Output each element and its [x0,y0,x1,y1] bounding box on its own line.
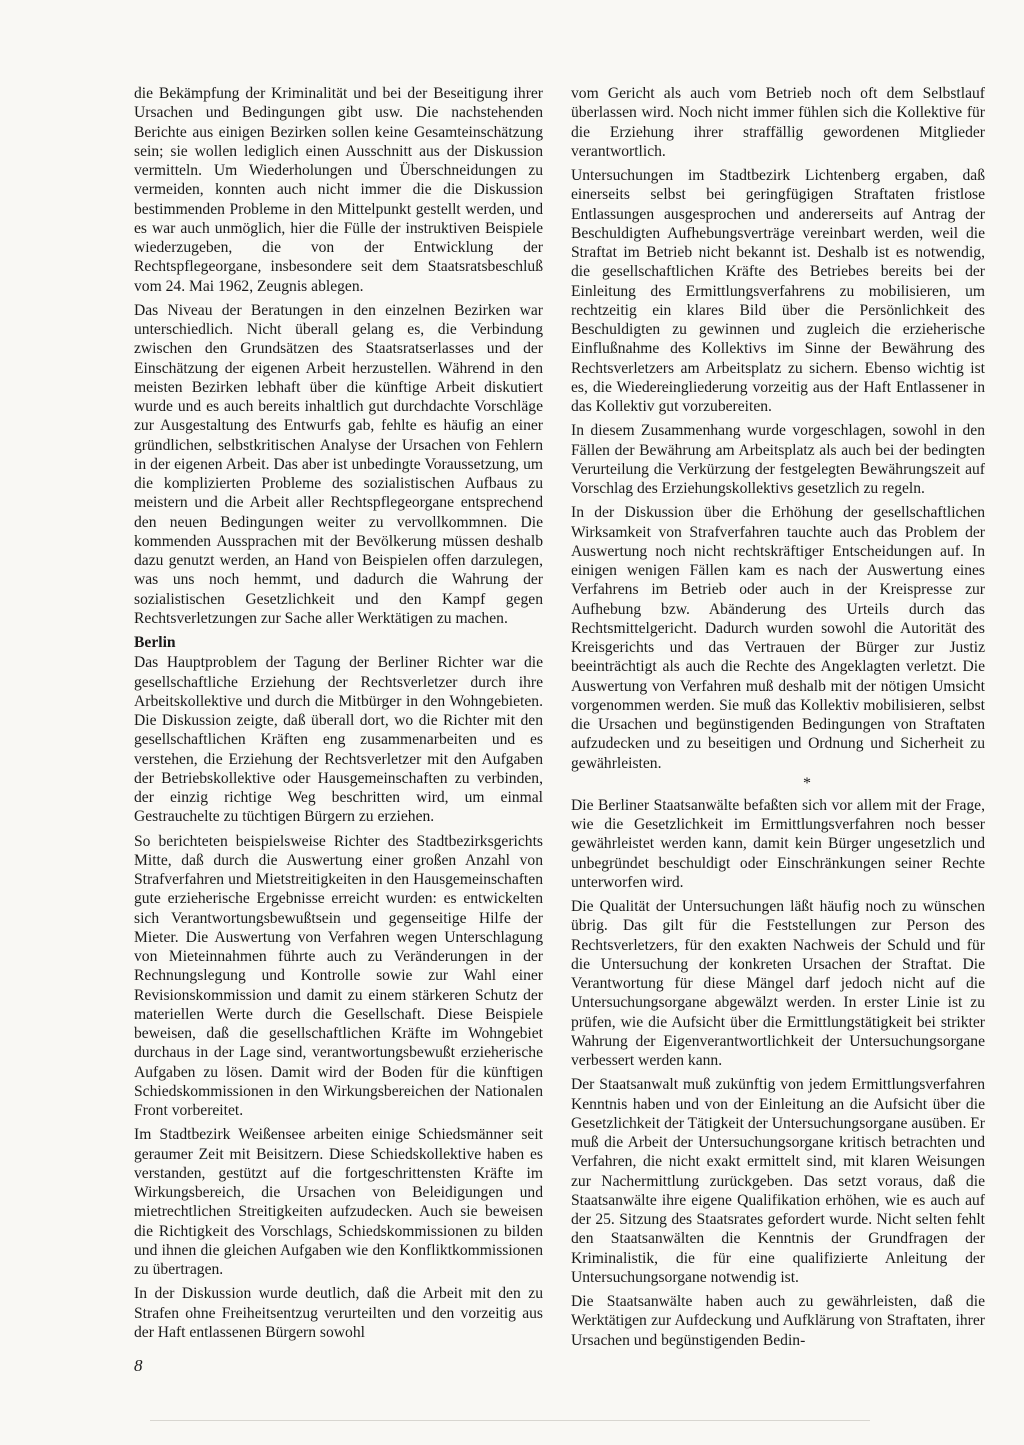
page-number: 8 [134,1356,143,1375]
paragraph: Der Staatsanwalt muß zukünftig von jedem Ermittlungsverfahren Kenntnis haben und von der Einleitung an die Aufsicht über die Gesetzlichkeit der Tätigkeit der Untersuchungsorgane ausüben. Er muß die Arbeit der Untersuchungsorgane kritisch betrachten und Verfahren, die nicht exakt ermittelt sind, mit klaren Weisungen zur Nachermittlung zurückgeben. Das setzt voraus, daß die Staatsanwälte ihre eigene Qualifikation erhöhen, wie es auch auf der 25. Sitzung des Staatsrates gefordert wurde. Nicht selten fehlt den Staatsanwälten die Kenntnis der Grundfragen der Kriminalistik, die für eine qualifizierte Anleitung der Untersuchungsorgane notwendig ist. [571,1076,985,1286]
paragraph: In diesem Zusammenhang wurde vorgeschlagen, sowohl in den Fällen der Bewährung am Arbeitsplatz als auch bei der bedingten Verurteilung die Verkürzung der festgelegten Bewährungszeit auf Vorschlag des Erziehungskollektivs gesetzlich zu regeln. [571,422,985,497]
paragraph: Das Niveau der Beratungen in den einzelnen Bezirken war unterschiedlich. Nicht überall gelang es, die Verbindung zwischen den Grundsätzen des Staatsratserlasses und der Einschätzung der eigenen Arbeit herzustellen. Während in den meisten Bezirken lebhaft über die künftige Arbeit diskutiert wurde und es auch bereits inhaltlich gut durchdachte Vorschläge zur Ausgestaltung des Entwurfs gab, fehlte es häufig an einer gründlichen, selbstkritischen Analyse der Ursachen von Fehlern in der eigenen Arbeit. Das aber ist unbedingte Voraussetzung, um die komplizierten Probleme des sozialistischen Aufbaus zu meistern und die Arbeit aller Rechtspflegeorgane entsprechend den neuen Bedingungen weiter zu vervollkommnen. Die kommenden Aussprachen mit der Bevölkerung müssen deshalb dazu genutzt werden, an Hand von Beispielen offen darzulegen, was uns noch hemmt, und dadurch die Wahrung der sozialistischen Gesetzlichkeit und den Kampf gegen Rechtsverletzungen zur Sache aller Werktätigen zu machen. [134,301,543,627]
paragraph: Untersuchungen im Stadtbezirk Lichtenberg ergaben, daß einerseits selbst bei geringfügigen Straftaten fristlose Entlassungen ausgesprochen und andererseits auf Antrag der Beschuldigten Aufhebungsverträge vereinbart werden, weil die Straftat im Betrieb nicht bekannt ist. Deshalb ist es notwendig, die gesellschaftlichen Kräfte des Betriebes bereits bei der Einleitung des Ermittlungsverfahrens zu mobilisieren, um rechtzeitig ein klares Bild über die Persönlichkeit des Beschuldigten zu gewinnen und zugleich die erzieherische Einflußnahme des Kollektivs im Sinne der Bewährung des Rechtsverletzers am Arbeitsplatz zu sichern. Ebenso wichtig ist es, die Wiedereingliederung vorzeitig aus der Haft Entlassener in das Kollektiv gut vorzubereiten. [571,167,985,415]
paragraph: In der Diskussion über die Erhöhung der gesellschaftlichen Wirksamkeit von Strafverfahren tauchte auch das Problem der Auswertung noch nicht rechtskräftiger Entscheidungen auf. In einigen wenigen Fällen kam es nach der Auswertung eines Verfahrens im Betrieb oder auch in der Kreispresse zur Aufhebung bzw. Abänderung des Urteils durch das Rechtsmittelgericht. Dadurch wurden sowohl die Autorität des Kreisgerichts und das Vertrauen der Bürger zur Justiz beeinträchtigt als auch die Rechte des Angeklagten verletzt. Die Auswertung von Verfahren muß deshalb mit der nötigen Umsicht vorgenommen werden. Sie muß das Kollektiv mobilisieren, selbst die Ursachen und begünstigenden Bedingungen von Straftaten aufzudecken und zu beseitigen und Ordnung und Sicherheit zu gewährleisten. [571,504,985,772]
paragraph: Das Hauptproblem der Tagung der Berliner Richter war die gesellschaftliche Erziehung der Rechtsverletzer durch ihre Arbeitskollektive und durch die Mitbürger in den Wohngebieten. Die Diskussion zeigte, daß überall dort, wo die Richter mit den gesellschaftlichen Kräften eng zusammenarbeiten und es verstehen, die Erziehung der Rechtsverletzer mit den Aufgaben der Betriebskollektive oder Hausgemeinschaften zu verbinden, der einzig richtige Weg beschritten wird, um einmal Gestrauchelte zu tüchtigen Bürgern zu erziehen. [134,654,543,826]
left-column [134,84,543,1347]
paragraph: Die Qualität der Untersuchungen läßt häufig noch zu wünschen übrig. Das gilt für die Feststellungen zur Person des Rechtsverletzers, für den exakten Nachweis der Schuld und für die Untersuchung der konkreten Ursachen der Straftat. Die Verantwortung für diese Mängel darf jedoch nicht auf die Untersuchungsorgane abgewälzt werden. In erster Linie ist zu prüfen, wie die Aufsicht über die Ermittlungstätigkeit bei strikter Wahrung der Eigenverantwortlichkeit der Untersuchungsorgane verbessert werden kann. [571,898,985,1069]
paragraph: vom Gericht als auch vom Betrieb noch oft dem Selbstlauf überlassen wird. Noch nicht immer fühlen sich die Kollektive für die Erziehung ihrer straffällig gewordenen Mitglieder verantwortlich. [571,85,985,160]
section-heading-berlin: Berlin [134,634,176,651]
paragraph: So berichteten beispielsweise Richter des Stadtbezirksgerichts Mitte, daß durch die Auswertung einer großen Anzahl von Strafverfahren und Mietstreitigkeiten in den Hausgemeinschaften gute erzieherische Ergebnisse erreicht wurden: es entwickelten sich Verantwortungsbewußtsein und gegenseitige Hilfe der Mieter. Die Auswertung von Verfahren wegen Unterschlagung von Mieteinnahmen führte auch zu Veränderungen in der Rechnungslegung und Kontrolle sowie zur Wahl einer Revisionskommission und damit zu einem stärkeren Schutz der materiellen Werte durch die Gesellschaft. Diese Beispiele beweisen, daß die gesellschaftlichen Kräfte im Wohngebiet durchaus in der Lage sind, verantwortungsbewußt erzieherische Aufgaben zu lösen. Damit wird der Boden für die künftigen Schiedskommissionen in den Wirkungsbereichen der Nationalen Front vorbereitet. [134,832,543,1119]
right-column [571,84,985,1355]
paragraph: In der Diskussion wurde deutlich, daß die Arbeit mit den zu Strafen ohne Freiheitsentzug verurteilten und den vorzeitig aus der Haft entlassenen Bürgern sowohl [134,1285,543,1341]
scan-edge-line [150,1420,870,1421]
paragraph: die Bekämpfung der Kriminalität und bei der Beseitigung ihrer Ursachen und Bedingungen gibt usw. Die nachstehenden Berichte aus einigen Bezirken sollen keine Gesamteinschätzung sein; sie wollen lediglich einen Ausschnitt aus der Diskussion vermitteln. Um Wiederholungen und Überschneidungen zu vermeiden, konnten auch nicht immer die die Diskussion bestimmenden Probleme in den Mittelpunkt gestellt werden, und es war auch unmöglich, hier die Fülle der instruktiven Beispiele wiederzugeben, die von der Entwicklung der Rechtspflegeorgane, insbesondere seit dem Staatsratsbeschluß vom 24. Mai 1962, Zeugnis ablegen. [134,85,543,295]
paragraph: Die Staatsanwälte haben auch zu gewährleisten, daß die Werktätigen zur Aufdeckung und Aufklärung von Straftaten, ihrer Ursachen und begünstigenden Bedin- [571,1293,985,1349]
section-separator: * [803,774,811,792]
paragraph: Im Stadtbezirk Weißensee arbeiten einige Schiedsmänner seit geraumer Zeit mit Beisitzern. Diese Schiedskollektive haben es verstanden, gestützt auf die fortgeschrittensten Kräfte im Wirkungsbereich, die Ursachen von Beleidigungen und mietrechtlichen Streitigkeiten aufzudecken. Auch sie beweisen die Richtigkeit des Vorschlags, Schiedskommissionen zu bilden und ihnen die gleichen Aufgaben wie den Konfliktkommissionen zu übertragen. [134,1126,543,1278]
paragraph: Die Berliner Staatsanwälte befaßten sich vor allem mit der Frage, wie die Gesetzlichkeit im Ermittlungsverfahren noch besser gewährleistet werden kann, damit kein Bürger ungesetzlich und unbegründet beschuldigt oder Einschränkungen seiner Rechte unterworfen wird. [571,796,985,891]
